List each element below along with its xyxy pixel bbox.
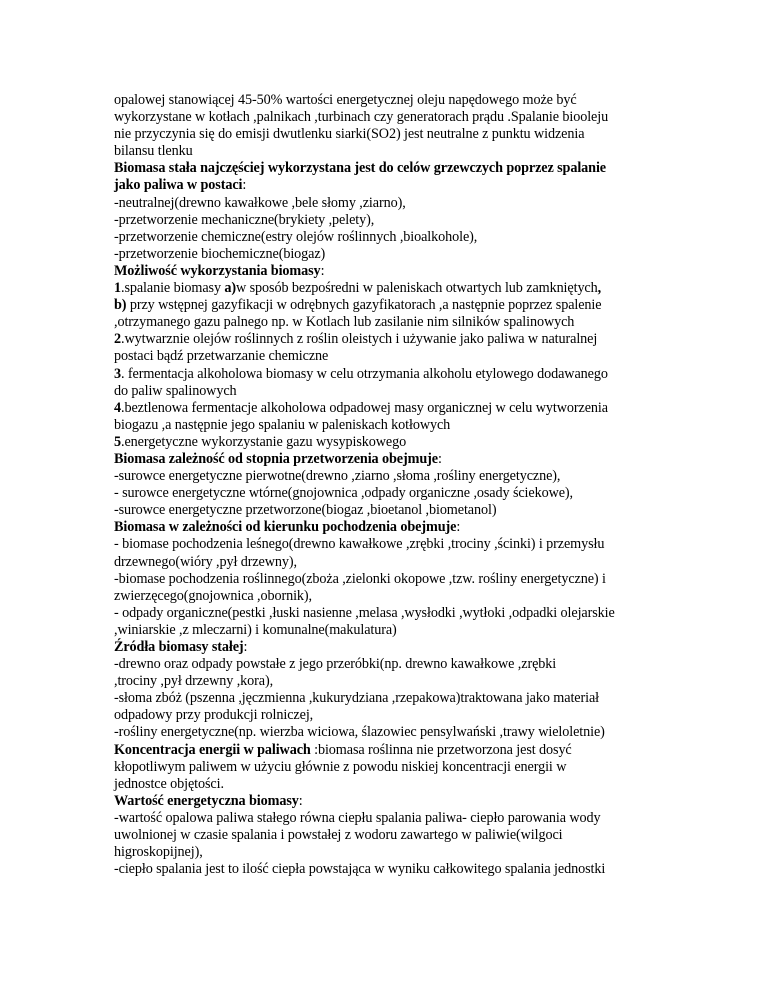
text-run: nie przyczynia się do emisji dwutlenku siarki(SO2) jest neutralne z punktu widzenia <box>114 126 585 143</box>
text-run: 2 <box>114 331 121 348</box>
text-run: drzewnego(wióry ,pył drzewny), <box>114 553 297 570</box>
text-line <box>114 468 690 485</box>
text-line <box>114 451 690 468</box>
text-line <box>114 656 690 673</box>
text-run: -neutralnej(drewno kawałkowe ,bele słomy ,ziarno), <box>114 194 406 211</box>
text-run: : <box>437 450 442 467</box>
text-line <box>114 331 690 348</box>
text-line <box>114 519 690 536</box>
text-run: -ciepło spalania jest to ilość ciepła powstająca w wyniku całkowitego spalania jednostki <box>114 861 606 878</box>
text-line <box>114 536 690 553</box>
text-line <box>114 810 690 827</box>
text-run: : <box>243 639 248 655</box>
text-line <box>114 844 690 861</box>
text-line <box>114 639 690 656</box>
text-run: b) <box>114 297 127 314</box>
text-run: :biomasa roślinna nie przetworzona jest dosyć <box>310 741 572 758</box>
text-run: ,winiarskie ,z mleczarni) i komunalne(makulatura) <box>114 621 397 638</box>
text-run: .wytwarznie olejów roślinnych z roślin oleistych i używanie jako paliwa w naturalnej <box>121 331 598 348</box>
text-run: - surowce energetyczne wtórne(gnojownica ,odpady organiczne ,osady ściekowe), <box>114 485 573 502</box>
text-line <box>114 605 690 622</box>
text-line <box>114 588 690 605</box>
text-line <box>114 861 690 878</box>
text-run: biogazu ,a następnie jego spalaniu w paleniskach kotłowych <box>114 416 451 433</box>
text-run: -przetworzenie mechaniczne(brykiety ,pelety), <box>114 211 375 228</box>
text-line <box>114 502 690 519</box>
text-line <box>114 434 690 451</box>
text-run: jako paliwa w postaci <box>114 177 243 194</box>
text-line <box>114 143 690 160</box>
text-run: Biomasa w zależności od kierunku pochodzenia obejmuje <box>114 519 457 536</box>
text-line <box>114 793 690 810</box>
text-run: : <box>242 177 247 194</box>
text-run: 1 <box>114 280 121 297</box>
text-run: ,trociny ,pył drzewny ,kora), <box>114 673 274 690</box>
text-run: zwierzęcego(gnojownica ,obornik), <box>114 587 312 604</box>
text-run: 3 <box>114 365 121 382</box>
text-run: .spalanie biomasy <box>121 280 225 297</box>
text-run: Biomasa zależność od stopnia przetworzenia obejmuje <box>114 450 438 467</box>
text-run: -drewno oraz odpady powstałe z jego przeróbki(np. drewno kawałkowe ,zrębki <box>114 656 557 673</box>
text-run: -słoma zbóż (pszenna ,jęczmienna ,kukurydziana ,rzepakowa)traktowana jako materiał <box>114 690 599 707</box>
text-line <box>114 195 690 212</box>
text-line <box>114 280 690 297</box>
text-line <box>114 366 690 383</box>
text-run: : <box>456 519 461 536</box>
text-line <box>114 348 690 365</box>
text-run: higroskopijnej), <box>114 844 203 861</box>
text-line <box>114 827 690 844</box>
text-run: ,otrzymanego gazu palnego np. w Kotlach lub zasilanie nim silników spalinowych <box>114 314 575 331</box>
text-run: , <box>597 280 602 297</box>
text-run: - biomase pochodzenia leśnego(drewno kawałkowe ,zrębki ,trociny ,ścinki) i przemysłu <box>114 536 605 553</box>
text-line <box>114 314 690 331</box>
text-line <box>114 263 690 280</box>
text-line <box>114 673 690 690</box>
text-line <box>114 485 690 502</box>
text-run: wykorzystane w kotłach ,palnikach ,turbinach czy generatorach prądu .Spalanie biooleju <box>114 109 609 126</box>
text-run: do paliw spalinowych <box>114 382 237 399</box>
text-run: -surowce energetyczne przetworzone(biogaz ,bioetanol ,biometanol) <box>114 502 497 519</box>
text-run: . fermentacja alkoholowa biomasy w celu otrzymania alkoholu etylowego dodawanego <box>121 365 608 382</box>
text-line <box>114 246 690 263</box>
text-run: 4 <box>114 399 121 416</box>
text-line <box>114 160 690 177</box>
text-run: -biomase pochodzenia roślinnego(zboża ,zielonki okopowe ,tzw. rośliny energetyczne) i <box>114 570 606 587</box>
text-line <box>114 126 690 143</box>
text-run: Wartość energetyczna biomasy <box>114 792 299 809</box>
text-run: uwolnionej w czasie spalania i powstałej z wodoru zawartego w paliwie(wilgoci <box>114 827 563 844</box>
text-run: -wartość opalowa paliwa stałego równa ciepłu spalania paliwa- ciepło parowania wody <box>114 809 601 826</box>
text-run: -rośliny energetyczne(np. wierzba wiciowa, ślazowiec pensylwański ,trawy wieloletnie) <box>114 724 605 741</box>
text-run: - odpady organiczne(pestki ,łuski nasienne ,melasa ,wysłodki ,wytłoki ,odpadki olejarskie <box>114 604 615 621</box>
text-run: 5 <box>114 433 121 450</box>
text-run: : <box>298 792 303 809</box>
text-line <box>114 554 690 571</box>
text-line <box>114 177 690 194</box>
text-run: Koncentracja energii w paliwach <box>114 741 311 758</box>
text-run: : <box>320 262 325 279</box>
text-run: -przetworzenie chemiczne(estry olejów roślinnych ,bioalkohole), <box>114 228 478 245</box>
text-run: Biomasa stała najczęściej wykorzystana jest do celów grzewczych poprzez spalanie <box>114 160 607 177</box>
text-line <box>114 109 690 126</box>
text-run: -surowce energetyczne pierwotne(drewno ,ziarno ,słoma ,rośliny energetyczne), <box>114 468 561 485</box>
text-line <box>114 417 690 434</box>
text-run: bilansu tlenku <box>114 143 193 160</box>
text-run: odpadowy przy produkcji rolniczej, <box>114 707 314 724</box>
text-run: opalowej stanowiącej 45-50% wartości energetycznej oleju napędowego może być <box>114 92 577 108</box>
text-run: przy wstępnej gazyfikacji w odrębnych gazyfikatorach ,a następnie poprzez spalenie <box>126 297 602 314</box>
text-run: .energetyczne wykorzystanie gazu wysypiskowego <box>121 433 407 450</box>
text-run: kłopotliwym paliwem w użyciu głównie z powodu niskiej koncentracji energii w <box>114 758 567 775</box>
text-line <box>114 571 690 588</box>
text-line <box>114 707 690 724</box>
text-line <box>114 383 690 400</box>
text-line <box>114 690 690 707</box>
text-run: a) <box>224 280 237 297</box>
text-line <box>114 400 690 417</box>
text-run: w sposób bezpośredni w paleniskach otwartych lub zamkniętych <box>236 280 598 297</box>
text-run: jednostce objętości. <box>114 775 224 792</box>
text-run: Możliwość wykorzystania biomasy <box>114 262 321 279</box>
text-line <box>114 92 690 109</box>
text-run: Źródła biomasy stałej <box>114 639 244 655</box>
text-line <box>114 776 690 793</box>
text-run: .beztlenowa fermentacje alkoholowa odpadowej masy organicznej w celu wytworzenia <box>121 399 608 416</box>
text-line <box>114 742 690 759</box>
text-run: -przetworzenie biochemiczne(biogaz) <box>114 245 326 262</box>
text-line <box>114 297 690 314</box>
text-line <box>114 759 690 776</box>
text-line <box>114 229 690 246</box>
text-line <box>114 622 690 639</box>
text-line <box>114 212 690 229</box>
text-run: postaci bądź przetwarzanie chemiczne <box>114 348 329 365</box>
text-line <box>114 724 690 741</box>
